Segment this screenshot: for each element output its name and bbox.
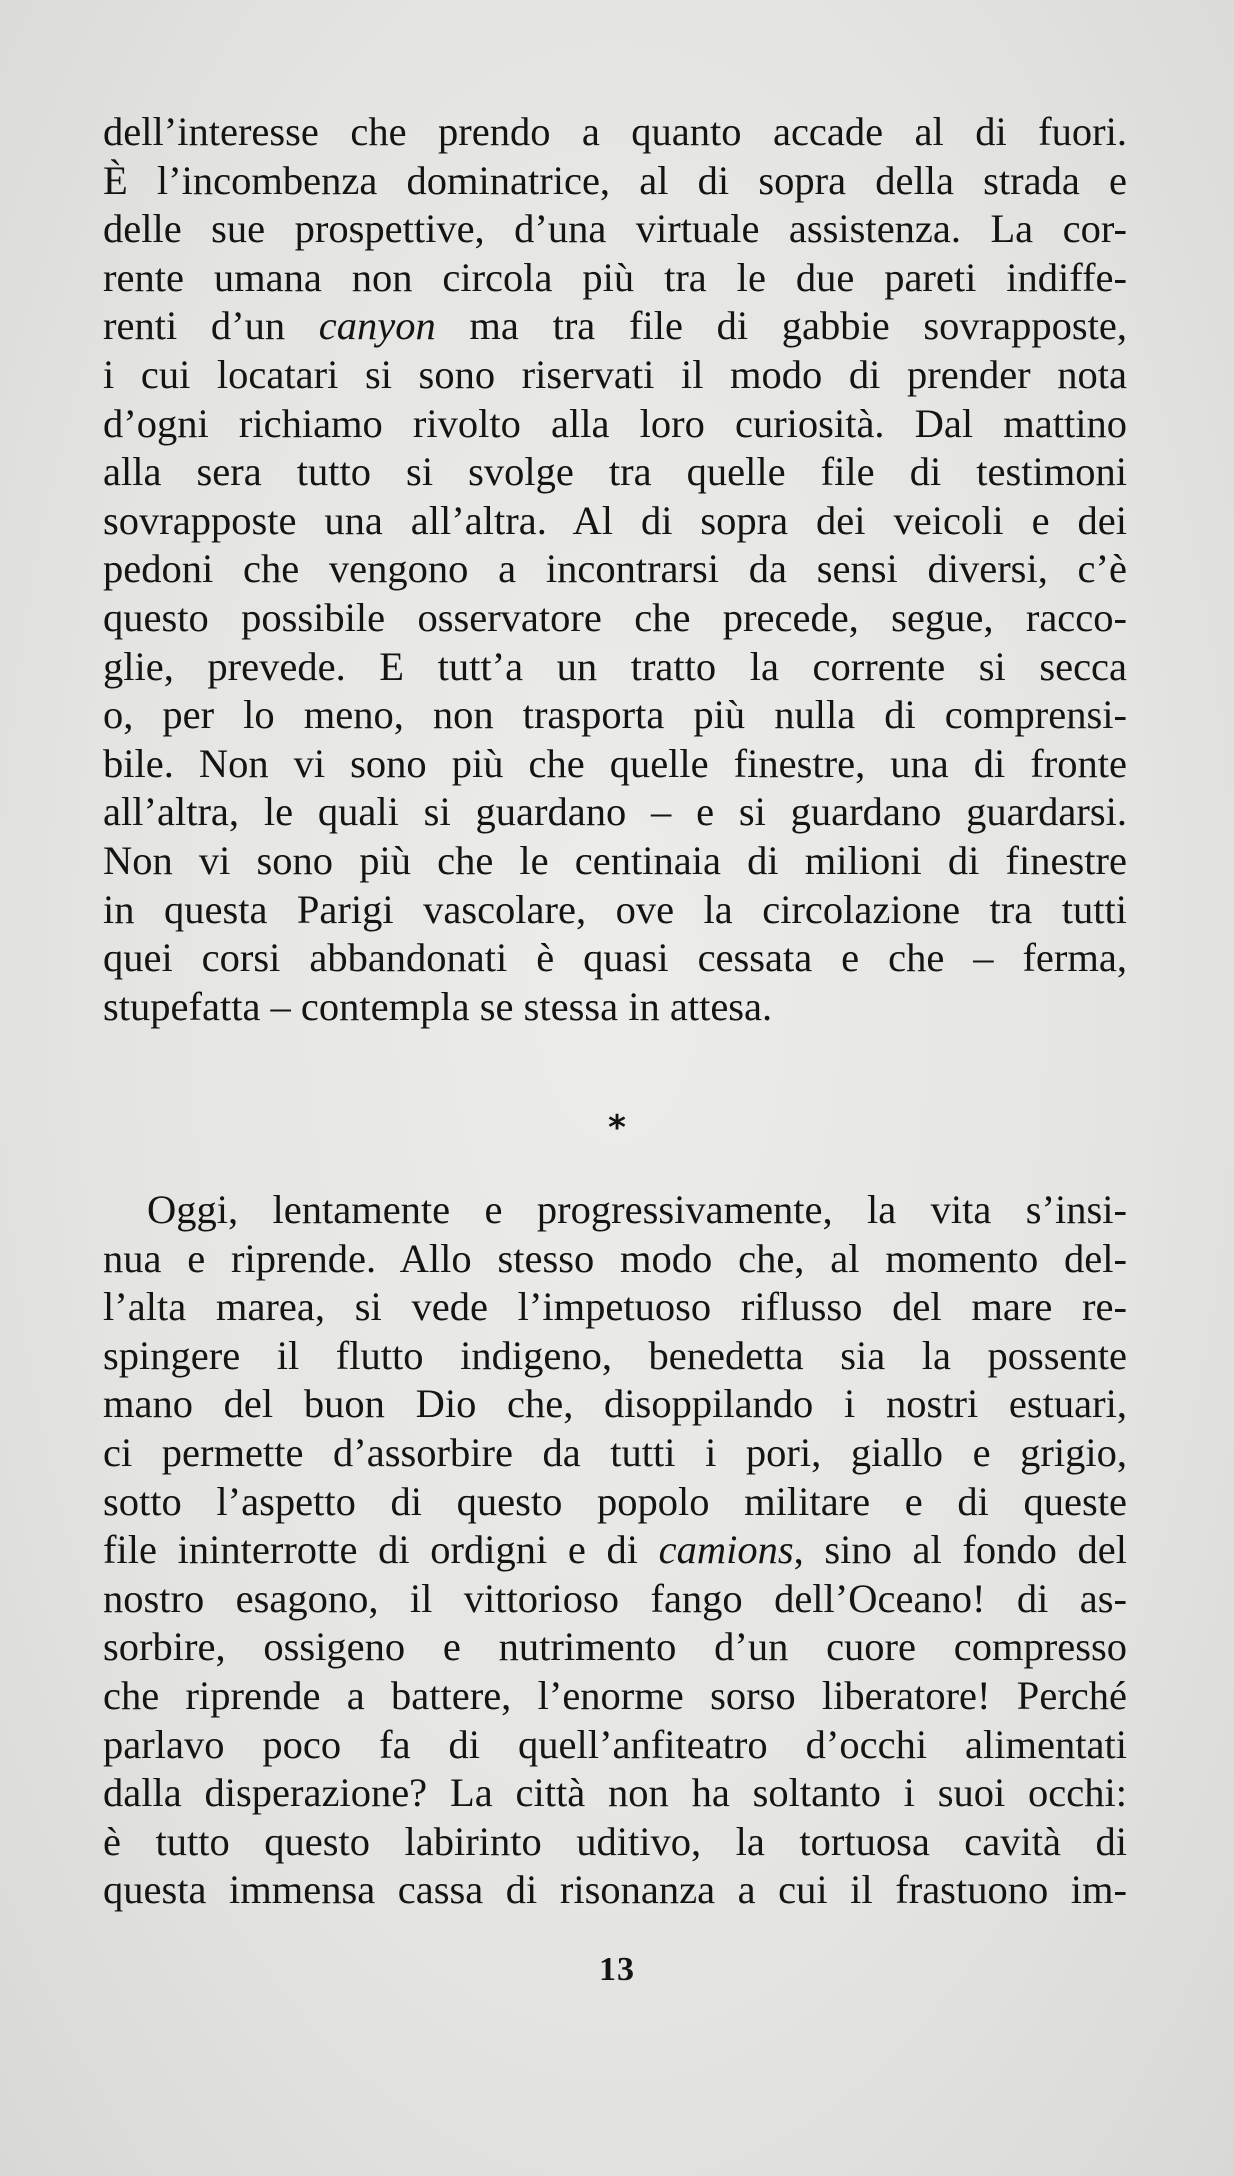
text-line: È l’incombenza dominatrice, al di sopra della strada e bbox=[103, 157, 1127, 203]
text-line: è tutto questo labirinto uditivo, la tortuosa cavità di bbox=[103, 1818, 1127, 1864]
paragraph-2 bbox=[103, 1186, 1127, 1915]
text-line: delle sue prospettive, d’una virtuale assistenza. La cor- bbox=[103, 206, 1127, 252]
text-line: nua e riprende. Allo stesso modo che, al momento del- bbox=[103, 1235, 1127, 1281]
text-line: sovrapposte una all’altra. Al di sopra dei veicoli e dei bbox=[103, 497, 1127, 543]
text-line: parlavo poco fa di quell’anfiteatro d’occhi alimentati bbox=[103, 1721, 1127, 1767]
text-line: sorbire, ossigeno e nutrimento d’un cuore compresso bbox=[103, 1624, 1127, 1670]
text-line: alla sera tutto si svolge tra quelle file di testimoni bbox=[103, 449, 1127, 495]
text-line: all’altra, le quali si guardano – e si guardano guardarsi. bbox=[103, 789, 1127, 835]
text-line: spingere il flutto indigeno, benedetta sia la possente bbox=[103, 1332, 1127, 1378]
text-line: quei corsi abbandonati è quasi cessata e che – ferma, bbox=[103, 935, 1127, 981]
text-line: in questa Parigi vascolare, ove la circolazione tra tutti bbox=[103, 886, 1127, 932]
text-line: glie, prevede. E tutt’a un tratto la corrente si secca bbox=[103, 643, 1127, 689]
text-line: l’alta marea, si vede l’impetuoso riflusso del mare re- bbox=[103, 1284, 1127, 1330]
section-separator: * bbox=[608, 1108, 626, 1148]
page-number: 13 bbox=[599, 1951, 635, 1988]
text-line: renti d’un canyon ma tra file di gabbie sovrapposte, bbox=[103, 303, 1127, 349]
text-line: Non vi sono più che le centinaia di milioni di finestre bbox=[103, 837, 1127, 883]
text-line: mano del buon Dio che, disoppilando i nostri estuari, bbox=[103, 1381, 1127, 1427]
text-line: d’ogni richiamo rivolto alla loro curiosità. Dal mattino bbox=[103, 400, 1127, 446]
text-line: questo possibile osservatore che precede, segue, racco- bbox=[103, 594, 1127, 640]
text-line: ci permette d’assorbire da tutti i pori, giallo e grigio, bbox=[103, 1429, 1127, 1475]
text-line: Oggi, lentamente e progressivamente, la vita s’insi- bbox=[147, 1187, 1127, 1232]
text-line: o, per lo meno, non trasporta più nulla di comprensi- bbox=[103, 692, 1127, 738]
text-line: questa immensa cassa di risonanza a cui il frastuono im- bbox=[103, 1867, 1127, 1913]
text-line: dalla disperazione? La città non ha soltanto i suoi occhi: bbox=[103, 1770, 1127, 1816]
text-line: stupefatta – contempla se stessa in attesa. bbox=[103, 983, 773, 1029]
italic-word: camions bbox=[658, 1527, 794, 1573]
text-line: sotto l’aspetto di questo popolo militare e di queste bbox=[103, 1478, 1127, 1524]
text-line: rente umana non circola più tra le due pareti indiffe- bbox=[103, 254, 1127, 300]
text-line: nostro esagono, il vittorioso fango dell’Oceano! di as- bbox=[103, 1575, 1127, 1621]
paragraph-1 bbox=[103, 108, 1127, 1031]
text-line: che riprende a battere, l’enorme sorso liberatore! Perché bbox=[103, 1672, 1127, 1718]
text-line: pedoni che vengono a incontrarsi da sensi diversi, c’è bbox=[103, 546, 1127, 592]
italic-word: canyon bbox=[318, 303, 436, 349]
text-line: dell’interesse che prendo a quanto accade al di fuori. bbox=[103, 109, 1127, 154]
text-line: file ininterrotte di ordigni e di camions, sino al fondo del bbox=[103, 1527, 1127, 1573]
text-line: i cui locatari si sono riservati il modo di prender nota bbox=[103, 351, 1127, 397]
text-line: bile. Non vi sono più che quelle finestre, una di fronte bbox=[103, 740, 1127, 786]
